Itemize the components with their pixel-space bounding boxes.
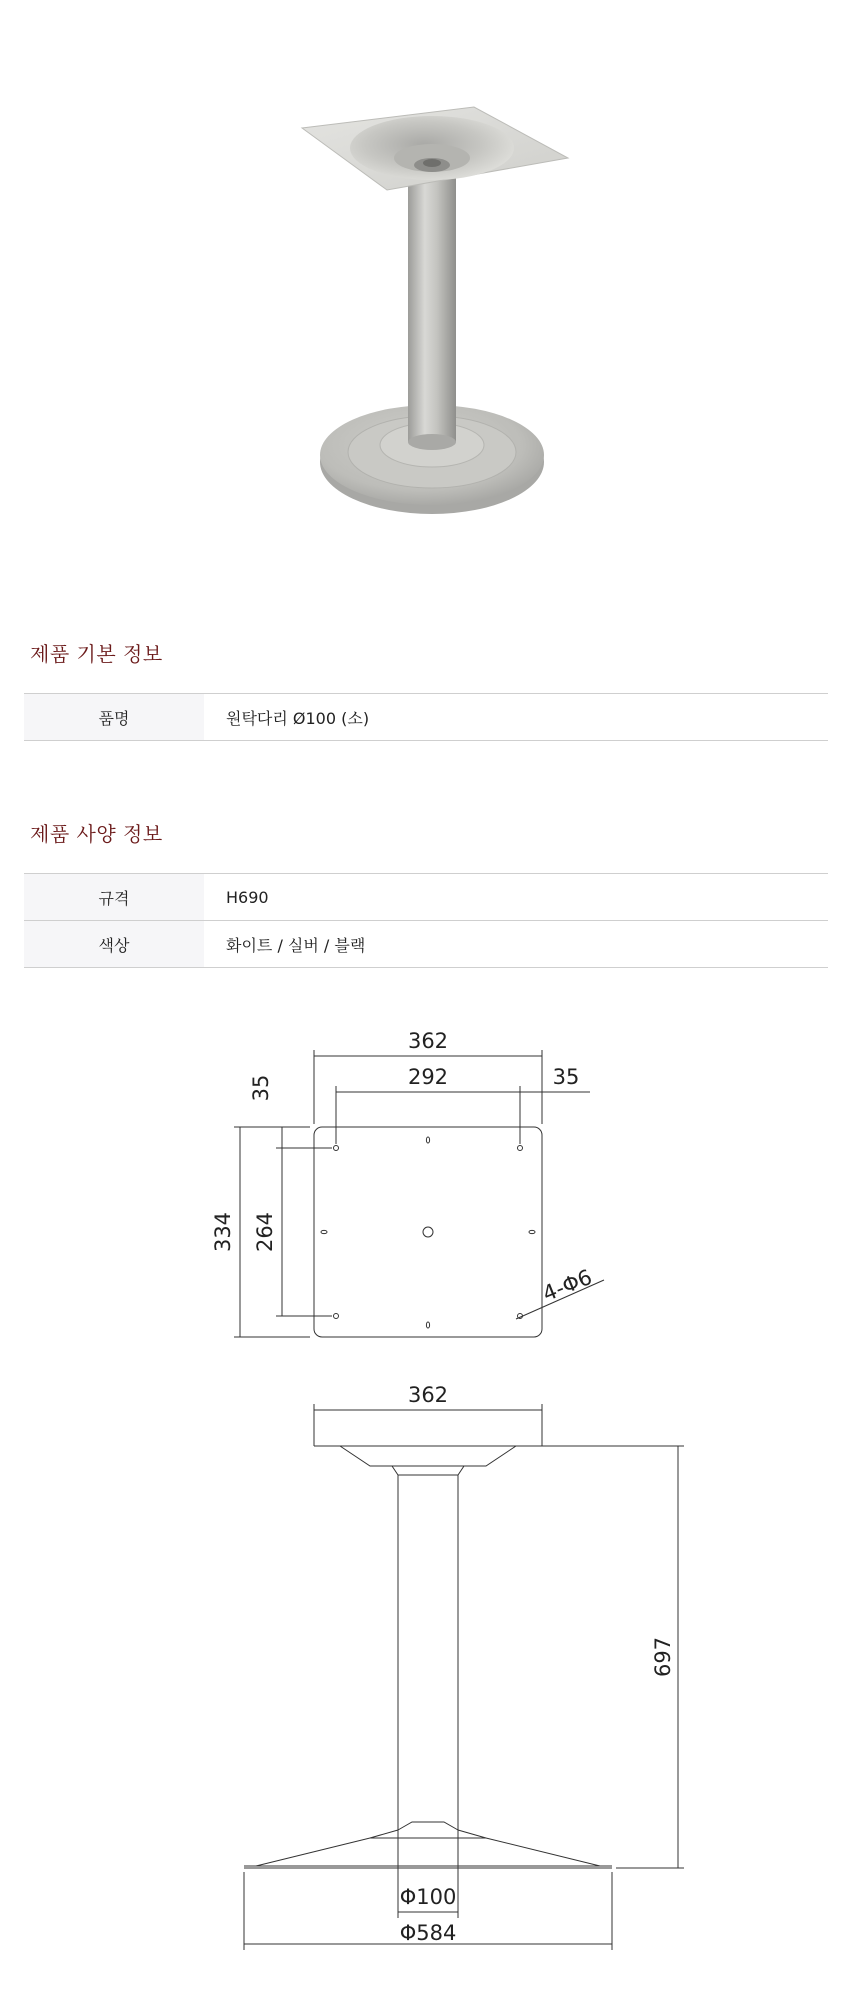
product-name-value: 원탁다리 Ø100 (소)	[226, 708, 370, 728]
product-photo	[0, 0, 850, 580]
color-label: 색상	[24, 921, 204, 967]
color-value: 화이트 / 실버 / 블랙	[226, 935, 366, 955]
basic-info-title: 제품 기본 정보	[30, 642, 163, 666]
hole-spacing-y-label: 264	[253, 1211, 277, 1253]
product-name-label: 품명	[24, 694, 204, 740]
top-plate-outline	[314, 1127, 542, 1337]
column-diameter-label: Φ100	[399, 1885, 457, 1909]
spec-info-table	[24, 873, 828, 968]
plate-depth-label: 334	[211, 1211, 235, 1253]
table-row	[24, 921, 828, 968]
hole-offset-y-label: 35	[249, 1074, 273, 1102]
technical-drawing	[0, 1000, 850, 2000]
top-width-label: 362	[407, 1029, 449, 1053]
table-row	[24, 874, 828, 921]
basic-info-table	[24, 693, 828, 741]
size-label: 규격	[24, 874, 204, 920]
table-row	[24, 694, 828, 741]
size-value: H690	[226, 887, 269, 907]
hole-note-label: 4-Φ6	[539, 1264, 596, 1307]
height-label: 697	[651, 1636, 675, 1678]
hole-offset-x-label: 35	[552, 1065, 580, 1089]
base-diameter-label: Φ584	[399, 1921, 457, 1945]
side-width-label: 362	[407, 1383, 449, 1407]
hole-spacing-x-label: 292	[407, 1065, 449, 1089]
spec-info-title: 제품 사양 정보	[30, 822, 163, 846]
